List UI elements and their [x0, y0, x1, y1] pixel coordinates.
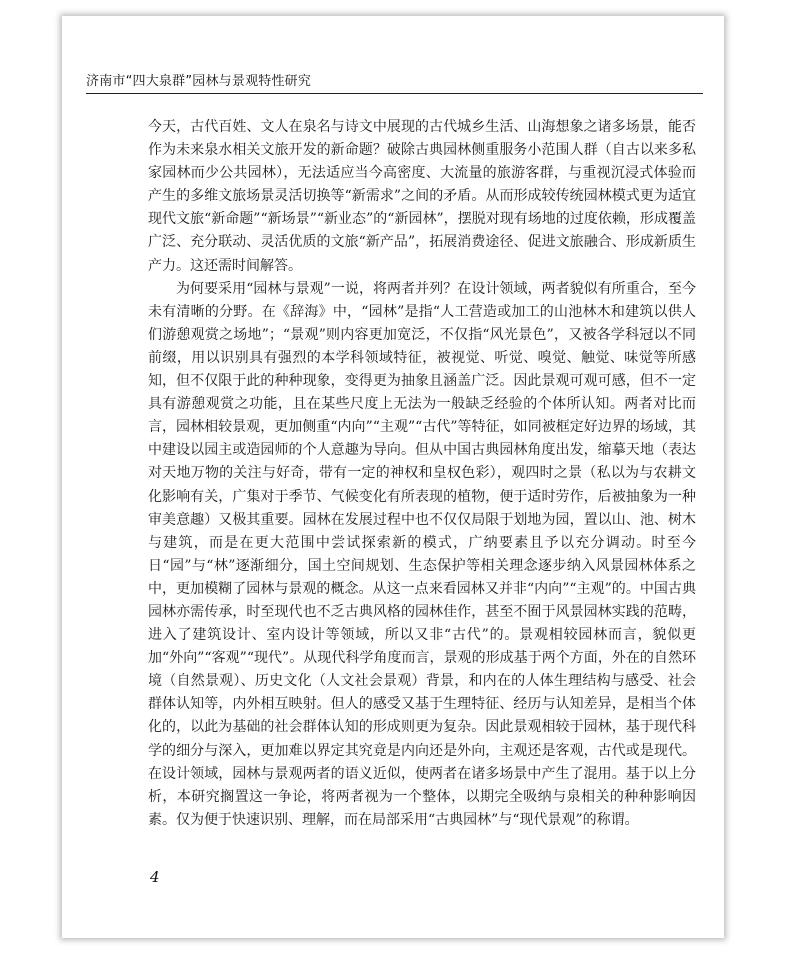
- paragraph-1: 今天，古代百姓、文人在泉名与诗文中展现的古代城乡生活、山海想象之诸多场景，能否作为未来泉水相关文旅开发的新命题？破除古典园林侧重服务小范围人群（自古以来多私家园林而少公共园林），无法适应当今高密度、大流量的旅游客群，与重视沉浸式体验而产生的多维文旅场景灵活切换等“新需求”之间的矛盾。从而形成较传统园林模式更为适宜现代文旅“新命题”“新场景”“新业态”的“新园林”，摆脱对现有场地的过度依赖，形成覆盖广泛、充分联动、灵活优质的文旅“新产品”，拓展消费途径、促进文旅融合、形成新质生产力。这还需时间解答。: [148, 119, 696, 274]
- page-number: 4: [150, 868, 160, 886]
- paragraph-2: 为何要采用“园林与景观”一说，将两者并列？在设计领域，两者貌似有所重合，至今未有清晰的分野。在《辞海》中，“园林”是指“人工营造或加工的山池林木和建筑以供人们游憩观赏之场地”；“景观”则内容更加宽泛，不仅指“风光景色”，又被各学科冠以不同前缀，用以识别具有强烈的本学科领域特征，被视觉、听觉、嗅觉、触觉、味觉等所感知，但不仅限于此的种种现象，变得更为抽象且涵盖广泛。因此景观可观可感，但不一定具有游憩观赏之功能，且在某些尺度上无法为一般缺乏经验的个体所认知。两者对比而言，园林相较景观，更加侧重“内向”“主观”“古代”等特征，如同被框定好边界的场域，其中建设以园主或造园师的个人意趣为导向。但从中国古典园林角度出发，缩摹天地（表达对天地万物的关注与好奇，带有一定的神权和皇权色彩），观四时之景（私以为与农耕文化影响有关，广集对于季节、气候变化有所表现的植物，便于适时劳作，后被抽象为一种审美意趣）又极其重要。园林在发展过程中也不仅仅局限于划地为园，置以山、池、树木与建筑，而是在更大范围中尝试探索新的模式，广纳要素且予以充分调动。时至今日“园”与“林”逐渐细分，国土空间规划、生态保护等相关理念逐步纳入风景园林体系之中，更加模糊了园林与景观的概念。从这一点来看园林又并非“内向”“主观”的。中国古典园林亦需传承，时至现代也不乏古典风格的园林佳作，甚至不囿于风景园林实践的范畴，进入了建筑设计、室内设计等领域，所以又非“古代”的。景观相较园林而言，貌似更加“外向”“客观”“现代”。从现代科学角度而言，景观的形成基于两个方面，外在的自然环境（自然景观）、历史文化（人文社会景观）背景，和内在的人体生理结构与感受、社会群体认知等，内外相互映射。但人的感受又基于生理特征、经历与认知差异，是相当个体化的，以此为基础的社会群体认知的形成则更为复杂。因此景观相较于园林，基于现代科学的细分与深入，更加难以界定其究竟是内向还是外向，主观还是客观，古代或是现代。在设计领域，园林与景观两者的语义近似，使两者在诸多场景中产生了混用。基于以上分析，本研究搁置这一争论，将两者视为一个整体，以期完全吸纳与泉相关的种种影响因素。仅为便于快速识别、理解，而在局部采用“古典园林”与“现代景观”的称谓。: [148, 280, 696, 828]
- running-header: [86, 67, 703, 94]
- body-text: [148, 116, 696, 832]
- running-header-title: 济南市“四大泉群”园林与景观特性研究: [86, 74, 312, 89]
